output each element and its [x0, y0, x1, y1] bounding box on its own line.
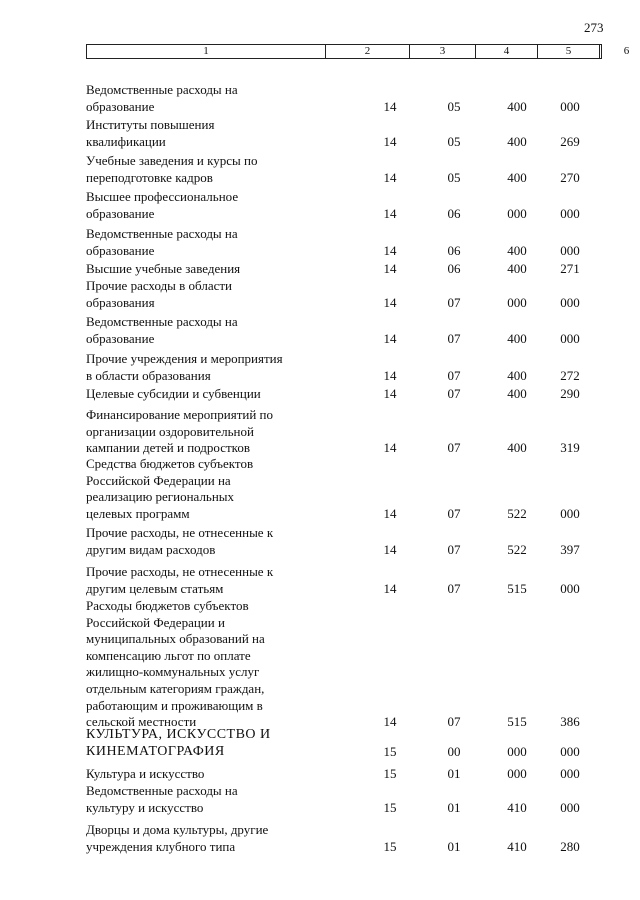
row-label — [86, 226, 296, 259]
code-column-6: 000 — [560, 205, 580, 221]
row-label — [86, 82, 296, 115]
code-column-5: 000 — [507, 205, 527, 221]
code-column-3: 14 — [383, 133, 397, 149]
row-label — [86, 727, 296, 760]
code-column-3: 14 — [383, 261, 397, 276]
row-label-line: в области образования — [86, 367, 211, 383]
column-header-3: 3 — [409, 45, 475, 58]
code-column-4: 05 — [447, 98, 461, 114]
row-label — [86, 314, 296, 347]
code-column-5: 000 — [507, 766, 527, 781]
code-column-5: 000 — [507, 294, 527, 310]
row-label-line: Ведомственные расходы на — [86, 82, 238, 97]
code-column-4: 01 — [447, 799, 461, 815]
row-label-line: другим видам расходов — [86, 541, 216, 557]
code-column-4: 06 — [447, 242, 461, 258]
code-column-3: 14 — [383, 294, 397, 310]
row-label — [86, 261, 296, 278]
row-label — [86, 278, 296, 311]
code-column-6: 000 — [560, 242, 580, 258]
row-label — [86, 189, 296, 222]
row-label-line: переподготовке кадров — [86, 169, 213, 185]
row-label-line: образование — [86, 242, 155, 258]
code-column-3: 14 — [383, 98, 397, 114]
column-header-1: 1 — [203, 45, 209, 57]
row-label-line: муниципальных образований на — [86, 631, 265, 647]
code-column-3: 14 — [383, 505, 397, 521]
row-label-line: Прочие расходы в области — [86, 278, 233, 293]
row-label-line: кампании детей и подростков — [86, 440, 250, 456]
code-column-6: 290 — [560, 386, 580, 401]
code-column-5: 400 — [507, 261, 527, 276]
code-column-6: 269 — [560, 133, 580, 149]
row-label — [86, 766, 296, 783]
code-column-6: 000 — [560, 766, 580, 781]
code-column-6: 271 — [560, 261, 580, 276]
row-label — [86, 407, 296, 457]
row-label-line: Прочие учреждения и мероприятия — [86, 351, 283, 366]
row-label-line: Ведомственные расходы на — [86, 314, 238, 329]
code-column-5: 400 — [507, 367, 527, 383]
row-label-line: КИНЕМАТОГРАФИЯ — [86, 743, 225, 759]
row-label-line: сельской местности — [86, 714, 197, 730]
row-label-line: Прочие расходы, не отнесенные к — [86, 525, 274, 540]
code-column-6: 280 — [560, 838, 580, 854]
code-column-5: 515 — [507, 714, 527, 730]
code-column-4: 06 — [447, 205, 461, 221]
code-column-5: 400 — [507, 98, 527, 114]
code-column-6: 000 — [560, 98, 580, 114]
row-label — [86, 456, 296, 522]
code-column-3: 14 — [383, 440, 397, 456]
row-label-line: Институты повышения — [86, 117, 215, 132]
row-label-line: Культура и искусство — [86, 766, 205, 781]
code-column-5: 522 — [507, 505, 527, 521]
row-label-line: реализацию региональных — [86, 489, 235, 505]
row-label-line: Учебные заведения и курсы по — [86, 153, 258, 168]
row-label-line: Расходы бюджетов субъектов — [86, 598, 249, 613]
code-column-5: 400 — [507, 242, 527, 258]
code-column-6: 000 — [560, 505, 580, 521]
row-label-line: жилищно-коммунальных услуг — [86, 664, 260, 680]
code-column-4: 07 — [447, 541, 461, 557]
code-column-6: 319 — [560, 440, 580, 456]
row-label-line: Финансирование мероприятий по — [86, 407, 274, 422]
code-column-3: 14 — [383, 169, 397, 185]
row-label-line: целевых программ — [86, 505, 190, 521]
row-label — [86, 783, 296, 816]
code-column-3: 15 — [383, 838, 397, 854]
row-label-line: Ведомственные расходы на — [86, 226, 238, 241]
code-column-3: 14 — [383, 580, 397, 596]
row-label-line: работающим и проживающим в — [86, 697, 263, 713]
code-column-4: 06 — [447, 261, 461, 276]
code-column-5: 515 — [507, 580, 527, 596]
code-column-4: 07 — [447, 440, 461, 456]
code-column-4: 01 — [447, 838, 461, 854]
row-label — [86, 153, 296, 186]
row-label-line: Дворцы и дома культуры, другие — [86, 822, 269, 837]
code-column-3: 15 — [383, 743, 397, 759]
code-column-3: 14 — [383, 367, 397, 383]
code-column-5: 410 — [507, 799, 527, 815]
code-column-4: 07 — [447, 505, 461, 521]
code-column-4: 07 — [447, 330, 461, 346]
page-number: 273 — [584, 20, 604, 35]
code-column-6: 397 — [560, 541, 580, 557]
code-column-3: 14 — [383, 386, 397, 401]
code-column-5: 400 — [507, 330, 527, 346]
code-column-3: 14 — [383, 205, 397, 221]
row-label-line: Российской Федерации на — [86, 472, 231, 488]
row-label-line: культуру и искусство — [86, 799, 204, 815]
row-label-line: учреждения клубного типа — [86, 838, 236, 854]
row-label-line: Высшее профессиональное — [86, 189, 239, 204]
code-column-3: 15 — [383, 766, 397, 781]
row-label-line: Прочие расходы, не отнесенные к — [86, 564, 274, 579]
row-label-line: Высшие учебные заведения — [86, 261, 241, 276]
code-column-4: 07 — [447, 714, 461, 730]
row-label-line: компенсацию льгот по оплате — [86, 647, 251, 663]
code-column-4: 07 — [447, 580, 461, 596]
row-label-line: Российской Федерации и — [86, 614, 225, 630]
code-column-6: 272 — [560, 367, 580, 383]
column-header-row — [86, 44, 630, 59]
code-column-6: 000 — [560, 743, 580, 759]
column-header-5: 5 — [537, 45, 599, 58]
code-column-5: 000 — [507, 743, 527, 759]
column-header-6: 6 — [599, 45, 640, 58]
row-label-line: Средства бюджетов субъектов — [86, 456, 254, 471]
row-label-line: Целевые субсидии и субвенции — [86, 386, 261, 401]
code-column-6: 000 — [560, 799, 580, 815]
code-column-4: 05 — [447, 169, 461, 185]
column-header-2: 2 — [325, 45, 409, 58]
row-label-line: образование — [86, 98, 155, 114]
code-column-6: 270 — [560, 169, 580, 185]
code-column-5: 400 — [507, 169, 527, 185]
row-label — [86, 564, 296, 597]
code-column-5: 410 — [507, 838, 527, 854]
code-column-4: 01 — [447, 766, 461, 781]
code-column-4: 00 — [447, 743, 461, 759]
code-column-5: 400 — [507, 386, 527, 401]
code-column-4: 07 — [447, 294, 461, 310]
code-column-4: 07 — [447, 386, 461, 401]
code-column-6: 386 — [560, 714, 580, 730]
row-label — [86, 351, 296, 384]
row-label-line: Ведомственные расходы на — [86, 783, 238, 798]
row-label — [86, 117, 296, 150]
row-label-line: образование — [86, 205, 155, 221]
row-label-line: организации оздоровительной — [86, 423, 254, 439]
code-column-5: 400 — [507, 133, 527, 149]
code-column-6: 000 — [560, 330, 580, 346]
code-column-3: 14 — [383, 541, 397, 557]
row-label-line: КУЛЬТУРА, ИСКУССТВО И — [86, 727, 271, 742]
row-label-line: образование — [86, 330, 155, 346]
row-label — [86, 598, 296, 731]
row-label-line: образования — [86, 294, 155, 310]
row-label — [86, 822, 296, 855]
row-label-line: отдельным категориям граждан, — [86, 680, 265, 696]
code-column-5: 522 — [507, 541, 527, 557]
row-label — [86, 525, 296, 558]
code-column-4: 05 — [447, 133, 461, 149]
code-column-3: 15 — [383, 799, 397, 815]
code-column-3: 14 — [383, 714, 397, 730]
row-label-line: другим целевым статьям — [86, 580, 224, 596]
row-label — [86, 386, 296, 403]
code-column-3: 14 — [383, 242, 397, 258]
column-header-4: 4 — [475, 45, 537, 58]
code-column-5: 400 — [507, 440, 527, 456]
code-column-6: 000 — [560, 580, 580, 596]
code-column-3: 14 — [383, 330, 397, 346]
row-label-line: квалификации — [86, 133, 166, 149]
code-column-6: 000 — [560, 294, 580, 310]
code-column-4: 07 — [447, 367, 461, 383]
